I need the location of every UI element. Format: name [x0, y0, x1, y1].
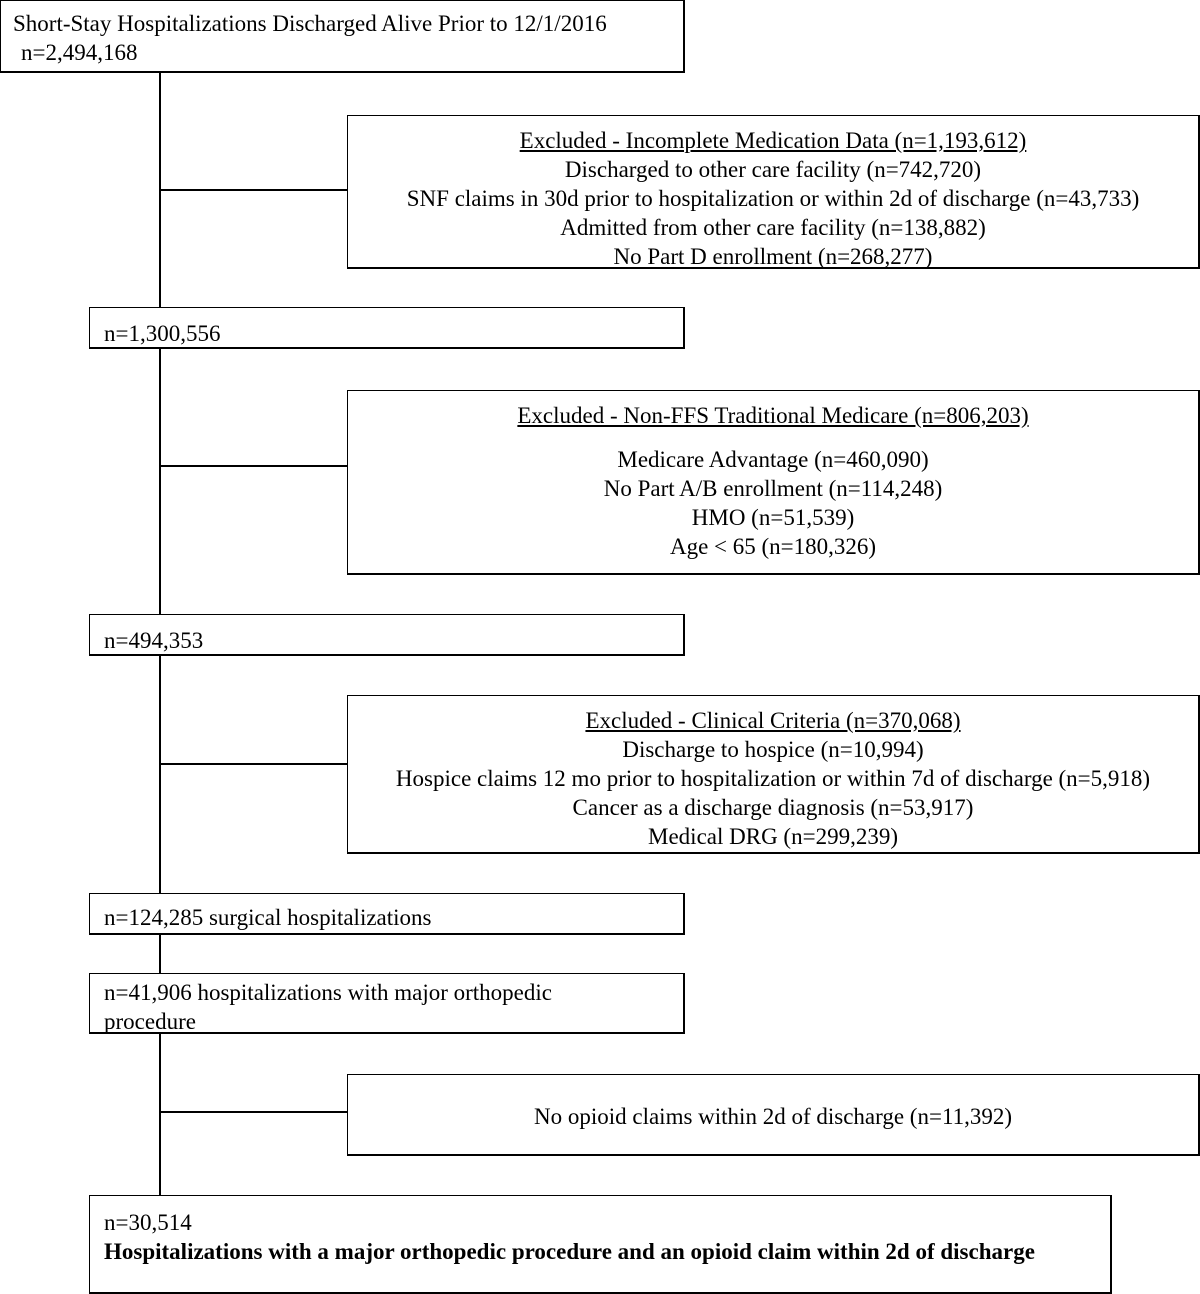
exclusion-box-2	[347, 390, 1200, 575]
exclusion-heading-1: Excluded - Incomplete Medication Data (n=1,193,612)	[519, 128, 1027, 153]
exclusion-item: Medical DRG (n=299,239)	[648, 824, 898, 849]
final-box	[89, 1195, 1112, 1294]
exclusion-heading-2: Excluded - Non-FFS Traditional Medicare (n=806,203)	[517, 403, 1029, 428]
exclusion-box-3	[347, 695, 1200, 854]
exclusion-item: Hospice claims 12 mo prior to hospitalization or within 7d of discharge (n=5,918)	[395, 766, 1151, 791]
exclusion-item: SNF claims in 30d prior to hospitalization or within 2d of discharge (n=43,733)	[406, 186, 1140, 211]
exclusion-box-4	[347, 1074, 1200, 1156]
step-box-4	[89, 893, 685, 935]
exclusion-item: Medicare Advantage (n=460,090)	[617, 447, 929, 472]
exclusion-label-4: No opioid claims within 2d of discharge (n=11,392)	[533, 1104, 1012, 1129]
exclusion-item: HMO (n=51,539)	[691, 505, 855, 530]
step-count-2: n=1,300,556	[104, 321, 221, 346]
exclusion-heading-3: Excluded - Clinical Criteria (n=370,068)	[585, 708, 961, 733]
branch-line-3	[160, 763, 348, 765]
start-count: n=2,494,168	[21, 40, 138, 65]
start-box	[0, 0, 685, 73]
step-label-4: n=124,285 surgical hospitalizations	[104, 905, 432, 930]
branch-line-4	[160, 1111, 348, 1113]
exclusion-item: Cancer as a discharge diagnosis (n=53,917)	[572, 795, 974, 820]
exclusion-box-1	[347, 115, 1200, 269]
branch-line-2	[160, 465, 348, 467]
final-count: n=30,514	[104, 1210, 192, 1235]
exclusion-item: Discharge to hospice (n=10,994)	[622, 737, 924, 762]
step-box-5	[89, 973, 685, 1034]
exclusion-item: Discharged to other care facility (n=742,720)	[564, 157, 982, 182]
step-count-3: n=494,353	[104, 628, 204, 653]
start-title: Short-Stay Hospitalizations Discharged Alive Prior to 12/1/2016	[13, 11, 607, 36]
branch-line-1	[160, 189, 348, 191]
step-label-5: n=41,906 hospitalizations with major orthopedic procedure	[104, 980, 552, 1034]
exclusion-item: Age < 65 (n=180,326)	[669, 534, 877, 559]
final-description: Hospitalizations with a major orthopedic procedure and an opioid claim within 2d of discharge	[104, 1239, 1035, 1264]
exclusion-item: Admitted from other care facility (n=138,882)	[560, 215, 986, 240]
step-box-3	[89, 614, 685, 656]
step-box-2	[89, 307, 685, 349]
exclusion-item: No Part A/B enrollment (n=114,248)	[603, 476, 943, 501]
exclusion-item: No Part D enrollment (n=268,277)	[613, 244, 933, 269]
